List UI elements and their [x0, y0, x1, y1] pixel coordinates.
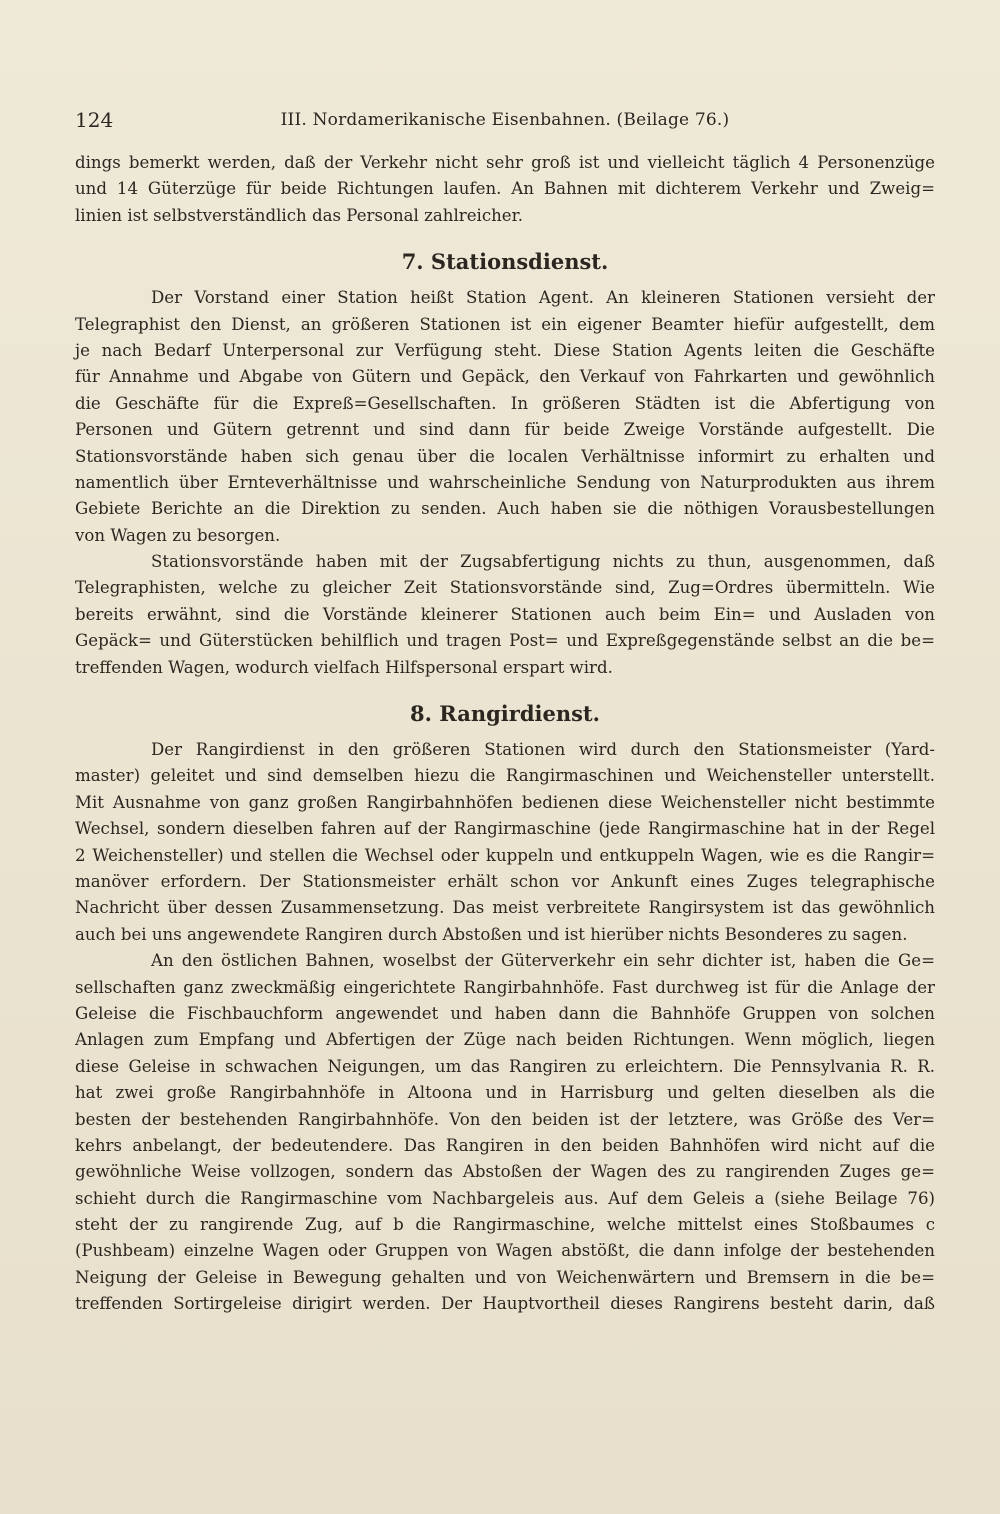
text-line: hat zwei große Rangirbahnhöfe in Altoona und in Harrisburg und gelten dieselben als die — [75, 1083, 935, 1103]
text-line: namentlich über Ernteverhältnisse und wahrscheinliche Sendung von Naturprodukten aus ihrem — [75, 472, 935, 492]
text-line: für Annahme und Abgabe von Gütern und Gepäck, den Verkauf von Fahrkarten und gewöhnlich — [75, 367, 935, 387]
text-line: An den östlichen Bahnen, woselbst der Güterverkehr ein sehr dichter ist, haben die Ge= — [151, 951, 935, 971]
section-heading-text: 8. Rangirdienst. — [410, 701, 600, 727]
section-heading-stationsdienst — [75, 245, 935, 279]
text-line: kehrs anbelangt, der bedeutendere. Das Rangiren in den beiden Bahnhöfen wird nicht auf die — [75, 1135, 935, 1155]
text-line: Neigung der Geleise in Bewegung gehalten und von Weichenwärtern und Bremsern in die be= — [75, 1267, 935, 1287]
text-line: treffenden Sortirgeleise dirigirt werden. Der Hauptvortheil dieses Rangirens besteht darin, daß — [75, 1294, 935, 1314]
text-line: besten der bestehenden Rangirbahnhöfe. Von den beiden ist der letztere, was Größe des Ver= — [75, 1109, 935, 1129]
text-line: gewöhnliche Weise vollzogen, sondern das Abstoßen der Wagen des zu rangirenden Zuges ge= — [75, 1162, 935, 1182]
text-line: treffenden Wagen, wodurch vielfach Hilfspersonal erspart wird. — [75, 657, 613, 677]
paragraph-zugsabfertigung — [75, 549, 935, 681]
text-line: die Geschäfte für die Expreß=Gesellschaften. In größeren Städten ist die Abfertigung von — [75, 393, 935, 413]
text-line: Geleise die Fischbauchform angewendet und haben dann die Bahnhöfe Gruppen von solchen — [75, 1003, 935, 1023]
text-line: Telegraphisten, welche zu gleicher Zeit Stationsvorstände sind, Zug=Ordres übermitteln. Wie — [75, 578, 935, 598]
text-line: Personen und Gütern getrennt und sind dann für beide Zweige Vorstände aufgestellt. Die — [75, 420, 935, 440]
text-line: von Wagen zu besorgen. — [75, 525, 281, 545]
section-heading-text: 7. Stationsdienst. — [401, 249, 609, 275]
text-line: Stationsvorstände haben mit der Zugsabfertigung nichts zu thun, ausgenommen, daß — [151, 552, 935, 572]
text-line: Gebiete Berichte an die Direktion zu senden. Auch haben sie die nöthigen Vorausbestellungen — [75, 499, 935, 519]
page-header — [75, 108, 935, 138]
paragraph-rangirbahnhoefe — [75, 948, 935, 1317]
text-line: schieht durch die Rangirmaschine vom Nachbargeleis aus. Auf dem Geleis a (siehe Beilage 76) — [75, 1188, 935, 1208]
text-line: Der Vorstand einer Station heißt Station Agent. An kleineren Stationen versieht der — [151, 288, 935, 308]
text-line: auch bei uns angewendete Rangiren durch Abstoßen und ist hierüber nichts Besonderes zu sagen. — [75, 924, 908, 944]
text-line: linien ist selbstverständlich das Personal zahlreicher. — [75, 205, 524, 225]
section-heading-rangirdienst — [75, 697, 935, 731]
text-line: manöver erfordern. Der Stationsmeister erhält schon vor Ankunft eines Zuges telegraphische — [75, 871, 935, 891]
text-line: Gepäck= und Güterstücken behilflich und tragen Post= und Expreßgegenstände selbst an die be= — [75, 631, 935, 651]
text-line: 2 Weichensteller) und stellen die Wechsel oder kuppeln und entkuppeln Wagen, wie es die Rangir= — [75, 845, 935, 865]
text-line: Telegraphist den Dienst, an größeren Stationen ist ein eigener Beamter hiefür aufgestellt, dem — [75, 314, 935, 334]
text-line: bereits erwähnt, sind die Vorstände kleinerer Stationen auch beim Ein= und Ausladen von — [75, 604, 935, 624]
text-line: sellschaften ganz zweckmäßig eingerichtete Rangirbahnhöfe. Fast durchweg ist für die Anlage der — [75, 977, 935, 997]
text-line: Stationsvorstände haben sich genau über die localen Verhältnisse informirt zu erhalten und — [75, 446, 935, 466]
text-line: Mit Ausnahme von ganz großen Rangirbahnhöfen bedienen diese Weichensteller nicht bestimmte — [75, 792, 935, 812]
text-line: Nachricht über dessen Zusammensetzung. Das meist verbreitete Rangirsystem ist das gewöhnlich — [75, 898, 935, 918]
text-line: Anlagen zum Empfang und Abfertigen der Züge nach beiden Richtungen. Wenn möglich, liegen — [75, 1030, 935, 1050]
paragraph-station-agent — [75, 285, 935, 549]
text-line: und 14 Güterzüge für beide Richtungen laufen. An Bahnen mit dichterem Verkehr und Zweig= — [75, 179, 935, 199]
text-line: diese Geleise in schwachen Neigungen, um das Rangiren zu erleichtern. Die Pennsylvania R. R. — [75, 1056, 935, 1076]
paragraph-rangirdienst — [75, 737, 935, 948]
running-title: III. Nordamerikanische Eisenbahnen. (Beilage 76.) — [280, 110, 730, 130]
text-line: dings bemerkt werden, daß der Verkehr nicht sehr groß ist und vielleicht täglich 4 Personenzüge — [75, 153, 935, 172]
page-number: 124 — [75, 108, 114, 132]
body-text — [75, 150, 935, 1318]
text-line: steht der zu rangirende Zug, auf b die Rangirmaschine, welche mittelst eines Stoßbaumes c — [75, 1215, 935, 1235]
text-line: (Pushbeam) einzelne Wagen oder Gruppen von Wagen abstößt, die dann infolge der bestehenden — [75, 1241, 935, 1261]
text-line: Wechsel, sondern dieselben fahren auf der Rangirmaschine (jede Rangirmaschine hat in der Regel — [75, 819, 935, 839]
text-line: Der Rangirdienst in den größeren Stationen wird durch den Stationsmeister (Yard- — [151, 740, 935, 760]
text-line: master) geleitet und sind demselben hiezu die Rangirmaschinen und Weichensteller unterstellt. — [75, 766, 935, 786]
text-line: je nach Bedarf Unterpersonal zur Verfügung steht. Diese Station Agents leiten die Geschäfte — [75, 340, 935, 360]
intro-paragraph — [75, 150, 935, 229]
